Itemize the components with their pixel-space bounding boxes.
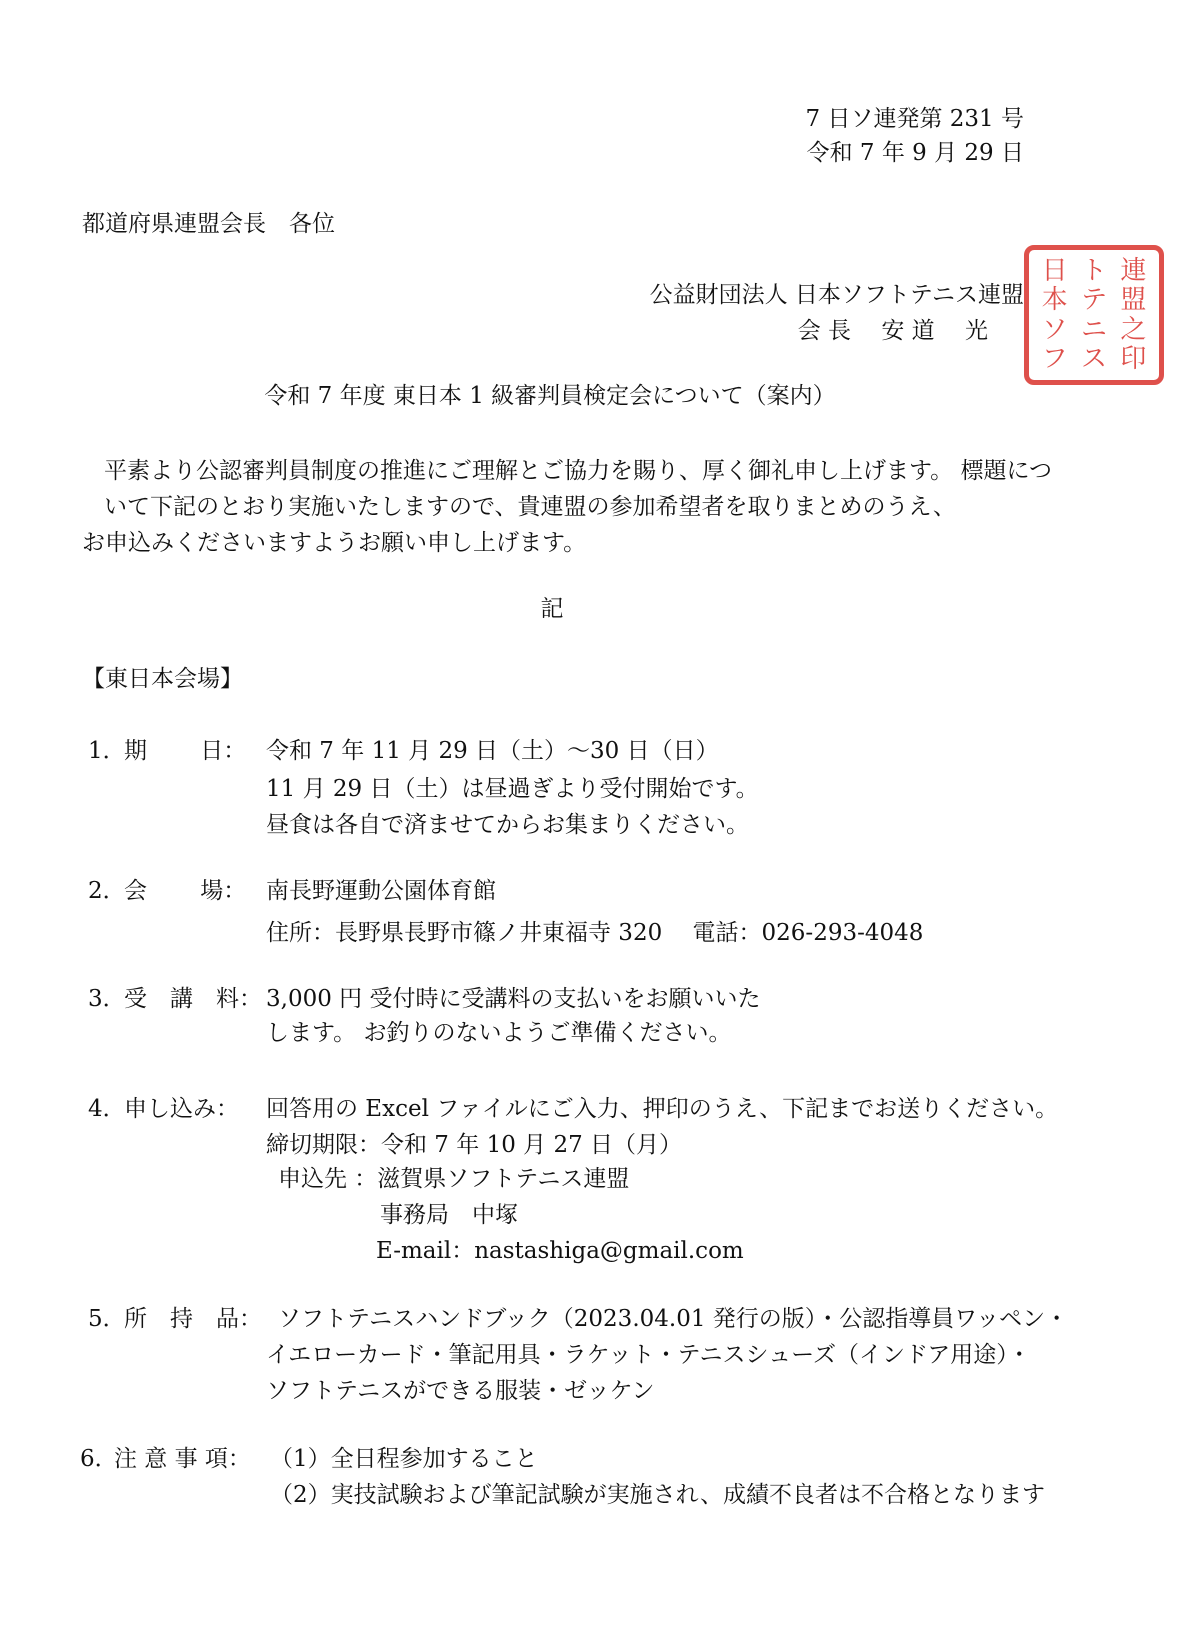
item-4-email: E-mail：nastashiga@gmail.com: [376, 1238, 744, 1264]
intro-line-2: いて下記のとおり実施いたしますので、貴連盟の参加希望者を取りまとめのうえ、: [104, 494, 956, 520]
seal-char: ト: [1080, 255, 1107, 286]
item-4-label: 申し込み：: [124, 1096, 239, 1122]
item-2-number: 2．: [88, 878, 126, 904]
seal-char: フ: [1041, 344, 1068, 375]
sender-president: 会 長 安 道 光: [797, 318, 988, 344]
sender-org: 公益財団法人 日本ソフトテニス連盟: [649, 282, 1024, 308]
item-4-number: 4．: [88, 1096, 126, 1122]
addressee: 都道府県連盟会長 各位: [82, 211, 335, 237]
item-5-line-1: ソフトテニスハンドブック（2023.04.01 発行の版）・公認指導員ワッペン・: [278, 1306, 1069, 1332]
seal-char: ソ: [1041, 314, 1068, 345]
item-3-label: 受 講 料：: [124, 986, 262, 1012]
official-seal: [1024, 245, 1164, 385]
seal-char: 本: [1041, 285, 1068, 316]
document-date: 令和 7 年 9 月 29 日: [806, 140, 1024, 166]
item-3-number: 3．: [88, 986, 126, 1012]
item-2-label: 会 場：: [124, 878, 247, 904]
item-6-number: 6．: [80, 1446, 118, 1472]
seal-char: ス: [1080, 344, 1107, 375]
item-3-line-1: 3,000 円 受付時に受講料の支払いをお願いいた: [266, 986, 761, 1012]
item-1-number: 1．: [88, 738, 126, 764]
item-5-label: 所 持 品：: [124, 1306, 262, 1332]
document-number: 7 日ソ連発第 231 号: [805, 106, 1024, 132]
item-6-line-2: （2）実技試験および筆記試験が実施され、成績不良者は不合格となります: [270, 1482, 1046, 1508]
seal-char: 連: [1120, 255, 1147, 286]
item-2-line-1: 南長野運動公園体育館: [266, 878, 496, 904]
seal-char: 印: [1120, 344, 1147, 375]
item-1-line-3: 昼食は各自で済ませてからお集まりください。: [266, 812, 749, 838]
item-4-deadline: 締切期限：令和 7 年 10 月 27 日（月）: [266, 1132, 683, 1158]
item-5-number: 5．: [88, 1306, 126, 1332]
item-1-label: 期 日：: [124, 738, 247, 764]
intro-line-1: 平素より公認審判員制度の推進にご理解とご協力を賜り、厚く御礼申し上げます。 標題につ: [104, 458, 1053, 484]
seal-char: 日: [1041, 255, 1068, 286]
venue-heading: 【東日本会場】: [82, 666, 243, 692]
item-1-line-2: 11 月 29 日（土）は昼過ぎより受付開始です。: [266, 776, 759, 802]
item-5-line-3: ソフトテニスができる服装・ゼッケン: [266, 1378, 655, 1404]
item-3-line-2: します。 お釣りのないようご準備ください。: [266, 1020, 732, 1046]
item-1-line-1: 令和 7 年 11 月 29 日（土）～30 日（日）: [266, 738, 719, 764]
item-4-recipient: 申込先 ：滋賀県ソフトテニス連盟: [278, 1166, 630, 1192]
item-2-line-2: 住所：長野県長野市篠ノ井東福寺 320 電話：026-293-4048: [266, 920, 924, 946]
item-6-label: 注 意 事 項：: [114, 1446, 251, 1472]
ki-heading: 記: [540, 596, 564, 622]
seal-char: ニ: [1080, 314, 1107, 345]
item-4-office: 事務局 中塚: [380, 1202, 518, 1228]
seal-char: 盟: [1120, 285, 1147, 316]
item-4-line-1: 回答用の Excel ファイルにご入力、押印のうえ、下記までお送りください。: [266, 1096, 1059, 1122]
document-title: 令和 7 年度 東日本 1 級審判員検定会について（案内）: [264, 383, 836, 409]
item-6-line-1: （1）全日程参加すること: [270, 1446, 538, 1472]
intro-line-3: お申込みくださいますようお願い申し上げます。: [82, 530, 587, 556]
seal-char: テ: [1080, 285, 1107, 316]
seal-char: 之: [1120, 314, 1147, 345]
item-5-line-2: イエローカード・筆記用具・ラケット・テニスシューズ（インドア用途）・: [266, 1342, 1031, 1368]
